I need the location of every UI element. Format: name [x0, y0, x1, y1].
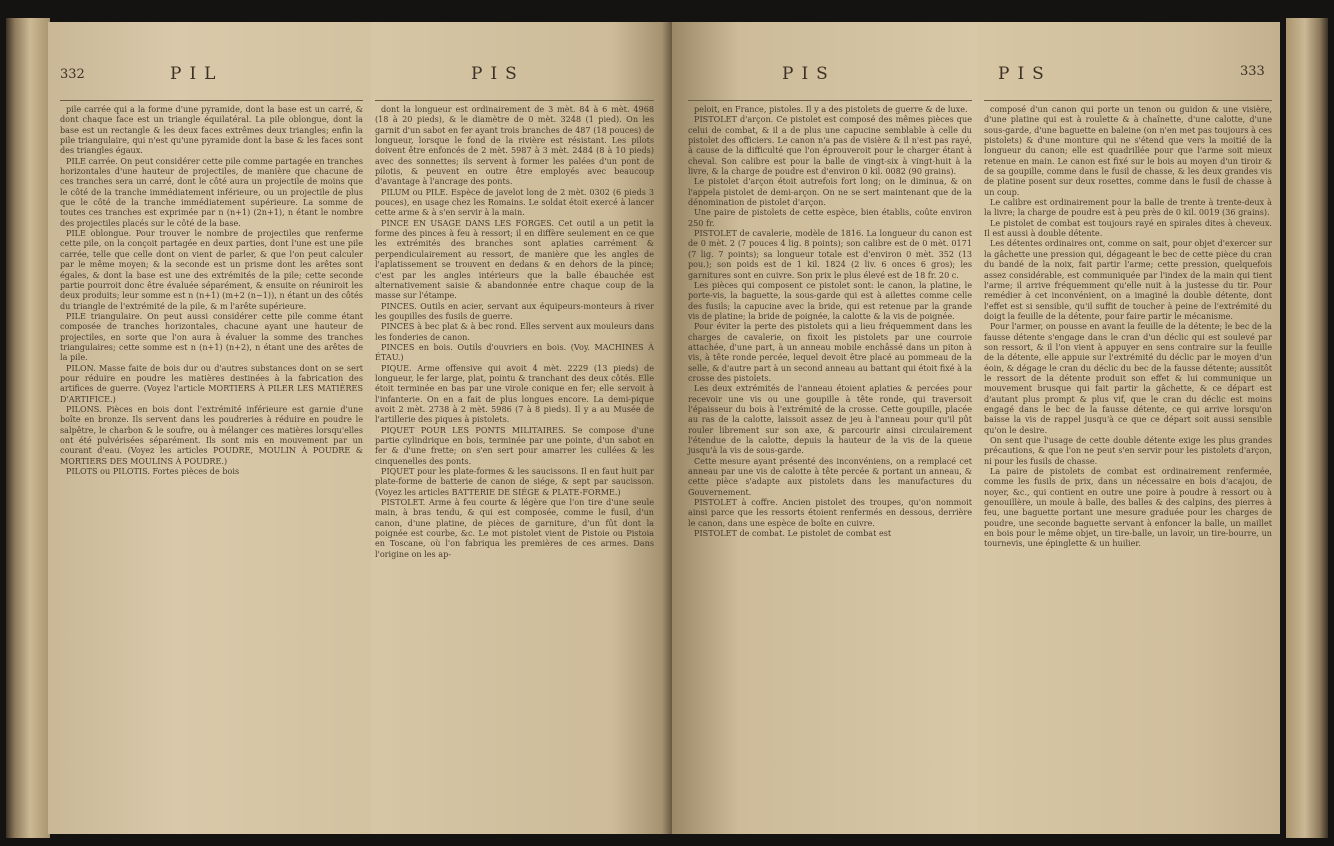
text-column: [984, 104, 1272, 834]
paragraph: Les détentes ordinaires ont, comme on sait, pour objet d'exercer sur la gâchette une pression qui, dégageant le bec de cette pièce du cran du bandé de la noix, fait partir l'arme; cette pression, quelquefois assez considérable, est communiquée par l'index de la main qui tient l'arme; il arrive fréquemment qu'elle nuit à la justesse du tir. Pour remédier à cet inconvénient, on a imaginé la double détente, dont l'effet est si sensible, qu'il suffit de toucher à peine de l'extrémité du doigt la feuille de la détente, pour faire partir le mécanisme.: [984, 238, 1272, 321]
paragraph: PILOTS ou PILOTIS. Fortes pièces de bois: [66, 466, 240, 477]
header-rule: [688, 100, 972, 101]
page-heading: PIL: [170, 64, 224, 84]
page-heading: PIS: [998, 64, 1052, 84]
page-332-left-column: [48, 22, 371, 834]
paragraph: Pour l'armer, on pousse en avant la feuille de la détente; le bec de la fausse détente s'engage dans le cran d'un déclic qui est soulevé par son ressort, & il l'on vient à appuyer en sens contraire sur la feuille de la détente, elle appuie sur l'extrémité du déclic par le moyen d'un éoin, & dégage le cran du déclic du bec de la fausse détente; aussitôt le ressort de la détente produit son effet & lui communique un mouvement brusque qui fait partir la gâchette, & ce départ est d'autant plus prompt & plus vif, que le cran du déclic est moins engagé dans le bec de la fausse détente, ce qui arrive lorsqu'on baisse la vis de rappel jusqu'à ce que ce départ soit aussi sensible qu'on le desire.: [984, 321, 1272, 435]
paragraph: dont la longueur est ordinairement de 3 mèt. 84 à 6 mèt. 4968 (18 à 20 pieds), & le diamètre de 0 mèt. 3248 (1 pied). On les garnit d'un sabot en fer ayant trois branches de 487 (18 pouces) de longueur, lorsque le fond de la rivière est résistant. Les pilots doivent être enfoncés de 2 mèt. 5987 à 3 mèt. 2484 (8 à 10 pieds) avec des sonnettes; ils servent à former les palées d'un pont de pilotis, & peuvent en outre être employés avec beaucoup d'avantage à l'ancrage des ponts.: [375, 104, 654, 187]
paragraph: PISTOLET d'arçon. Ce pistolet est composé des mêmes pièces que celui de combat, & il a de plus une capucine semblable à celle du pistolet des officiers. Le canon n'a pas de visière & il n'est pas rayé, à cause de la difficulté que l'on éprouveroit pour le charger étant à cheval. Son calibre est pour la balle de vingt-six à vingt-huit à la livre, & la charge de poudre est d'environ 0 kil. 0082 (90 grains).: [688, 114, 972, 177]
page-number: 332: [60, 67, 85, 82]
right-page-block-edge: [1286, 18, 1328, 838]
text-column: [375, 104, 654, 834]
paragraph: On sent que l'usage de cette double détente exige les plus grandes précautions, & que l'on ne peut s'en servir pour les pistolets d'arçon, ni pour les fusils de chasse.: [984, 435, 1272, 466]
paragraph: PINCE EN USAGE DANS LES FORGES. Cet outil a un petit la forme des pinces à feu à ressort; il en diffère seulement en ce que les extrémités des branches sont aplaties carrément & perpendiculairement au ressort, de manière que les angles de l'aplatissement se trouvent en dedans & en dehors de la pince; c'est par les angles intérieurs que la balle ébauchée est alternativement saisie & abandonnée entre chaque coup de la masse sur l'étampe.: [375, 217, 654, 301]
paragraph: pile carrée qui a la forme d'une pyramide, dont la base est un carré, & dont chaque face est un triangle équilatéral. La pile oblongue, dont la base est un rectangle & les deux faces extrêmes deux triangles; enfin la pile triangulaire, qui n'est qu'une pyramide dont la base & les faces sont des triangles égaux.: [60, 104, 363, 156]
header-rule: [60, 100, 363, 101]
paragraph: PIQUET pour les plate-formes & les saucissons. Il en faut huit par plate-forme de batterie de canon de siége, & sept par saucisson. (Voyez les articles BATTERIE DE SIÉGE & PLATE-FORME.): [375, 466, 654, 497]
paragraph: Le calibre est ordinairement pour la balle de trente à trente-deux à la livre; la charge de poudre est à peu près de 0 kil. 0019 (36 grains).: [984, 197, 1272, 218]
paragraph: La paire de pistolets de combat est ordinairement renfermée, comme les fusils de prix, dans un nécessaire en bois d'acajou, de noyer, &c., qui contient en outre une poire à poudre à ressort ou à genouillère, un moule à balle, des balles & des calpins, des pierres à feu, une baguette portant une mesure graduée pour les charges de poudre, une seconde baguette servant à enfoncer la balle, un maillet en bois pour le même objet, un tire-balle, un lavoir, un tire-bourre, un tournevis, une épinglette & un huilier.: [984, 466, 1272, 549]
text-column: [688, 104, 972, 834]
paragraph: PINCES à bec plat & à bec rond. Elles servent aux mouleurs dans les fonderies de canon.: [375, 321, 654, 342]
paragraph: Le pistolet d'arçon étoit autrefois fort long; on le diminua, & on l'appela pistolet de demi-arçon. On ne se sert maintenant que de la dénomination de pistolet d'arçon.: [688, 176, 972, 208]
paragraph: PINCES en bois. Outils d'ouvriers en bois. (Voy. MACHINES À ÉTAU.): [375, 341, 654, 363]
paragraph: composé d'un canon qui porte un tenon ou guidon & une visière, d'une platine qui est à roulette & à chaînette, d'une calotte, d'une sous-garde, d'une baguette en baleine (on n'en met pas toujours à ces pistolets) & d'une monture qui ne s'étend que vers la moitié de la longueur du canon; elle est quadrillée pour que l'arme soit mieux retenue en main. Le canon est fixé sur le bois au moyen d'un tiroir & de sa goupille, comme dans le fusil de chasse, & les deux grandes vis de platine posent sur deux rosettes, comme dans le fusil de chasse à un coup.: [984, 104, 1272, 197]
page-heading: PIS: [471, 64, 525, 84]
paragraph: PINCES. Outils en acier, servant aux équipeurs-monteurs à river les goupilles des fusils de guerre.: [375, 300, 654, 321]
paragraph: PILON. Masse faite de bois dur ou d'autres substances dont on se sert pour réduire en poudre les matières destinées à la fabrication des artifices de guerre. (Voyez l'article MORTIERS À PILER LES MATIÈRES D'ARTIFICE.): [60, 362, 363, 404]
paragraph: PISTOLET de combat. Le pistolet de combat est: [694, 528, 892, 539]
left-page-block-edge: [6, 18, 50, 838]
paragraph: Pour éviter la perte des pistolets qui a lieu fréquemment dans les charges de cavalerie, on fixoit les pistolets par une courroie attachée, d'une part, à un anneau mobile enchâssé dans un piton à vis, à tête ronde percée, lequel devoit être placé au pommeau de la selle, & d'autre part à un second anneau au battant qui étoit fixé à la crosse des pistolets.: [688, 321, 972, 383]
paragraph: PISTOLET à coffre. Ancien pistolet des troupes, qu'on nommoit ainsi parce que les ressorts étoient renfermés en dessous, derrière le canon, dans une espèce de boîte en cuivre.: [688, 497, 972, 528]
paragraph: Cette mesure ayant présenté des inconvéniens, on a remplacé cet anneau par une vis de calotte à tête percée & portant un anneau, & cette pièce s'adapte aux pistolets dans les manufactures du Gouvernement.: [688, 455, 972, 497]
page-heading: PIS: [782, 64, 836, 84]
paragraph: peloit, en France, pistoles. Il y a des pistolets de guerre & de luxe.: [694, 104, 968, 114]
paragraph: PILONS. Pièces en bois dont l'extrémité inférieure est garnie d'une boîte en bronze. Ils servent dans les poudreries à réduire en poudre le salpêtre, le charbon & le soufre, ou à mélanger ces matières lorsqu'elles ont été pulvérisées séparément. Ils sont mis en mouvement par un courant d'eau. (Voyez les articles POUDRE, MOULIN À POUDRE & MORTIERS DES MOULINS À POUDRE.): [60, 403, 363, 466]
paragraph: PILE carrée. On peut considérer cette pile comme partagée en tranches horizontales d'une hauteur de projectiles, de manière que chacune de ces tranches sera un carré, dont le côté aura un projectile de moins que le côté de la tranche immédiatement inférieure, ou un projectile de plus que le côté de la tranche immédiatement supérieure. La somme de toutes ces tranches est exprimée par n (n+1) (2n+1), n étant le nombre des projectiles placés sur le côté de la base.: [60, 155, 363, 228]
paragraph: PILE triangulaire. On peut aussi considérer cette pile comme étant composée de tranches horizontales, chacune ayant une hauteur de projectiles, en sorte que l'on aura à évaluer la somme des tranches triangulaires; cette somme est n (n+1) (n+2), n étant une des arêtes de la pile.: [60, 310, 363, 363]
page-number: 333: [1240, 64, 1265, 79]
page-332-right-column: [371, 22, 672, 834]
page-333-left-column: [672, 22, 978, 834]
paragraph: Les pièces qui composent ce pistolet sont: le canon, la platine, le porte-vis, la baguette, la sous-garde qui est à ailettes comme celle des fusils; la capucine avec la bride, qui est retenue par la grande vis de platine; la bride de poignée, la calotte & la vis de poignée.: [688, 279, 972, 321]
paragraph: PISTOLET. Arme à feu courte & légère que l'on tire d'une seule main, à bras tendu, & qui est composée, comme le fusil, d'un canon, d'une platine, de pièces de garniture, d'un fût dont la poignée est courbe, &c. Le mot pistolet vient de Pistoie ou Pistoia en Toscane, où l'on fabriqua les premières de ces armes. Dans l'origine on les ap-: [375, 497, 654, 559]
text-column: [60, 104, 363, 834]
paragraph: PILE oblongue. Pour trouver le nombre de projectiles que renferme cette pile, on la conçoit partagée en deux parties, dont l'une est une pile carrée, telle que celle dont on vient de parler, & que l'on peut calculer par le même moyen; & la seconde est un prisme dont les arêtes sont égales, & dont la base est une des extrémités de la pile; cette seconde partie pourroit donc être évaluée séparément, & ensuite on réuniroit les deux produits; leur somme est n (n+1) (m+2 (n−1)), n étant un des côtés du triangle de l'extrémité de la pile, & m l'arête supérieure.: [60, 228, 363, 311]
paragraph: Les deux extrémités de l'anneau étoient aplaties & percées pour recevoir une vis ou une goupille à tête ronde, qui traversoit l'épaisseur du bois à l'extrémité de la crosse. Cette goupille, placée au ras de la calotte, laissoit assez de jeu à l'anneau pour qu'il pût rouler librement sur son axe, & parcourir ainsi circulairement l'étendue de la calotte, depuis la hauteur de la vis de la queue jusqu'à la vis de sous-garde.: [688, 383, 972, 456]
paragraph: PILUM ou PILE. Espèce de javelot long de 2 mèt. 0302 (6 pieds 3 pouces), en usage chez les Romains. Le soldat étoit exercé à lancer cette arme & à s'en servir à la main.: [375, 186, 654, 218]
paragraph: Le pistolet de combat est toujours rayé en spirales dites à cheveux. Il est aussi à double détente.: [984, 217, 1272, 239]
header-rule: [375, 100, 654, 101]
paragraph: Une paire de pistolets de cette espèce, bien établis, coûte environ 250 fr.: [688, 207, 972, 228]
header-rule: [984, 100, 1272, 101]
paragraph: PIQUE. Arme offensive qui avoit 4 mèt. 2229 (13 pieds) de longueur, le fer large, plat, pointu & tranchant des deux côtés. Elle étoit terminée en bas par une virole conique en fer; elle servoit à l'infanterie. On en a fait de plus longues encore. La demi-pique avoit 2 mèt. 2738 à 2 mèt. 5986 (7 à 8 pieds). Il y a au Musée de l'artillerie des piques à pistolets.: [375, 362, 654, 425]
paragraph: PIQUET POUR LES PONTS MILITAIRES. Se compose d'une partie cylindrique en bois, terminée par une pointe, d'un sabot en fer & d'une frette; on s'en sert pour amarrer les cullées & les cinquenelles des ponts.: [375, 424, 654, 466]
running-head: [60, 64, 224, 84]
page-333-right-column: [978, 22, 1280, 834]
paragraph: PISTOLET de cavalerie, modèle de 1816. La longueur du canon est de 0 mèt. 2 (7 pouces 4 lig. 8 points); son calibre est de 0 mèt. 0171 (7 lig. 7 points); sa longueur totale est d'environ 0 mèt. 352 (13 pou.); son poids est de 1 kil. 1824 (2 liv. 6 onces 6 gros); les garnitures sont en cuivre. Son prix le plus élevé est de 18 fr. 20 c.: [688, 228, 972, 280]
